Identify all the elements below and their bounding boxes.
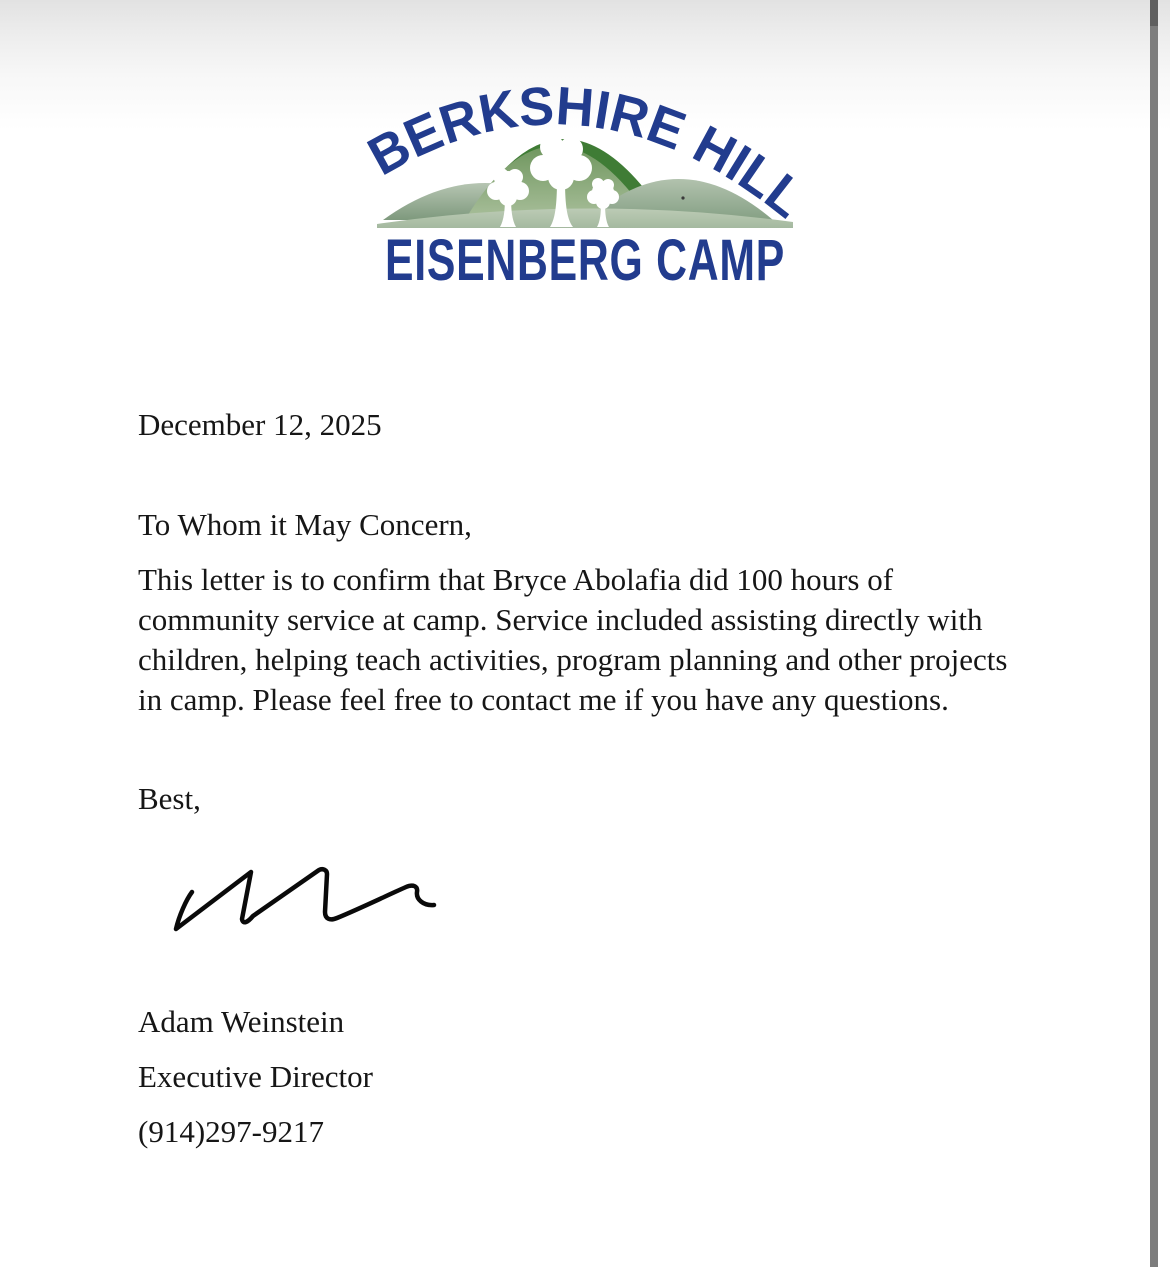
camp-logo-graphic — [357, 32, 818, 293]
signer-name: Adam Weinstein — [138, 1004, 345, 1039]
letter-date: December 12, 2025 — [138, 407, 382, 442]
eisenberg-camp-text: EISENBERG CAMP — [385, 228, 785, 293]
camp-logo — [357, 32, 818, 293]
scrollbar-track[interactable] — [1150, 0, 1158, 1267]
letter-body: This letter is to confirm that Bryce Abolafia did 100 hours of community service at camp. Service included assisting directly with children, helping teach activities, program planning and other projects in camp. Please feel free to contact me if you have any questions. — [138, 562, 1008, 717]
letter-closing: Best, — [138, 781, 201, 816]
scrollbar-thumb[interactable] — [1150, 0, 1158, 26]
signer-title: Executive Director — [138, 1059, 373, 1094]
berkshire-hills-arc-text: BERKSHIRE HILLS — [357, 32, 818, 231]
signature-scribble — [150, 850, 480, 960]
letter-salutation: To Whom it May Concern, — [138, 507, 472, 542]
speck-dot — [681, 196, 684, 199]
signer-phone: (914)297-9217 — [138, 1114, 324, 1149]
